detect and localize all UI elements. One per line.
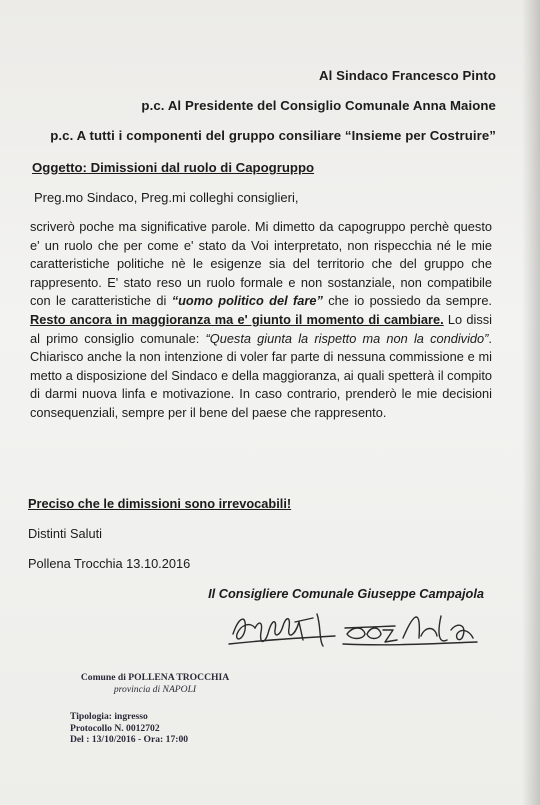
quote-council: “Questa giunta la rispetto ma non la condivido” <box>205 330 489 346</box>
subject-line: Oggetto: Dimissioni dal ruolo di Capogruppo <box>32 160 315 175</box>
recipient-mayor: Al Sindaco Francesco Pinto <box>318 68 496 83</box>
greeting: Preg.mo Sindaco, Preg.mi colleghi consiglieri, <box>34 190 299 205</box>
signer-name: Il Consigliere Comunale Giuseppe Campajola <box>208 586 484 601</box>
recipient-council-president: p.c. Al Presidente del Consiglio Comunale Anna Maione <box>141 98 496 113</box>
recipient-group-members: p.c. A tutti i componenti del gruppo consiliare “Insieme per Costruire” <box>50 128 496 143</box>
stamp-details <box>70 711 240 746</box>
irrevocable-statement: Preciso che le dimissioni sono irrevocabili! <box>28 496 292 511</box>
body-text-part: . Chiarisco anche la non intenzione di voler far parte di nessuna commissione e mi metto a disposizione del Sindaco e della maggioranza, ai quali spetterà il compito di darmi nuova linfa e motivazione. In caso contrario, prenderò le mie decisioni consequenziali, sempre per il bene del paese che rappresento. <box>30 330 492 420</box>
body-text-part: che io possiedo da sempre. <box>322 293 492 309</box>
stamp-province: provincia di NAPOLI <box>113 683 197 695</box>
body-text-part: Lo dissi al primo consiglio comunale: <box>30 311 492 346</box>
salutation: Distinti Saluti <box>28 526 102 541</box>
letter-body <box>30 218 492 423</box>
stamp-date-time: Del : 13/10/2016 - Ora: 17:00 <box>70 734 189 745</box>
body-text-part: scriverò poche ma significative parole. Mi dimetto da capogruppo perchè questo e' un ruolo che per come e' stato da Voi interpretato, non rispecchia né le mie caratteristiche politiche nè le esigenze sia del territorio che del gruppo che rappresento. E' stato reso un ruolo formale e non sostanziale, non compatibile con le caratteristiche di <box>30 219 492 309</box>
place-date: Pollena Trocchia 13.10.2016 <box>28 556 191 571</box>
protocol-stamp <box>70 672 240 746</box>
underlined-statement: Resto ancora in maggioranza ma e' giunto il momento di cambiare. <box>30 311 444 327</box>
paper-edge-shadow <box>522 0 540 805</box>
quote-political-man: “uomo politico del fare” <box>171 293 323 309</box>
stamp-type: Tipologia: ingresso <box>70 711 148 722</box>
stamp-commune: Comune di POLLENA TROCCHIA <box>80 672 230 683</box>
handwritten-signature <box>225 600 495 660</box>
stamp-protocol-number: Protocollo N. 0012702 <box>70 722 160 734</box>
